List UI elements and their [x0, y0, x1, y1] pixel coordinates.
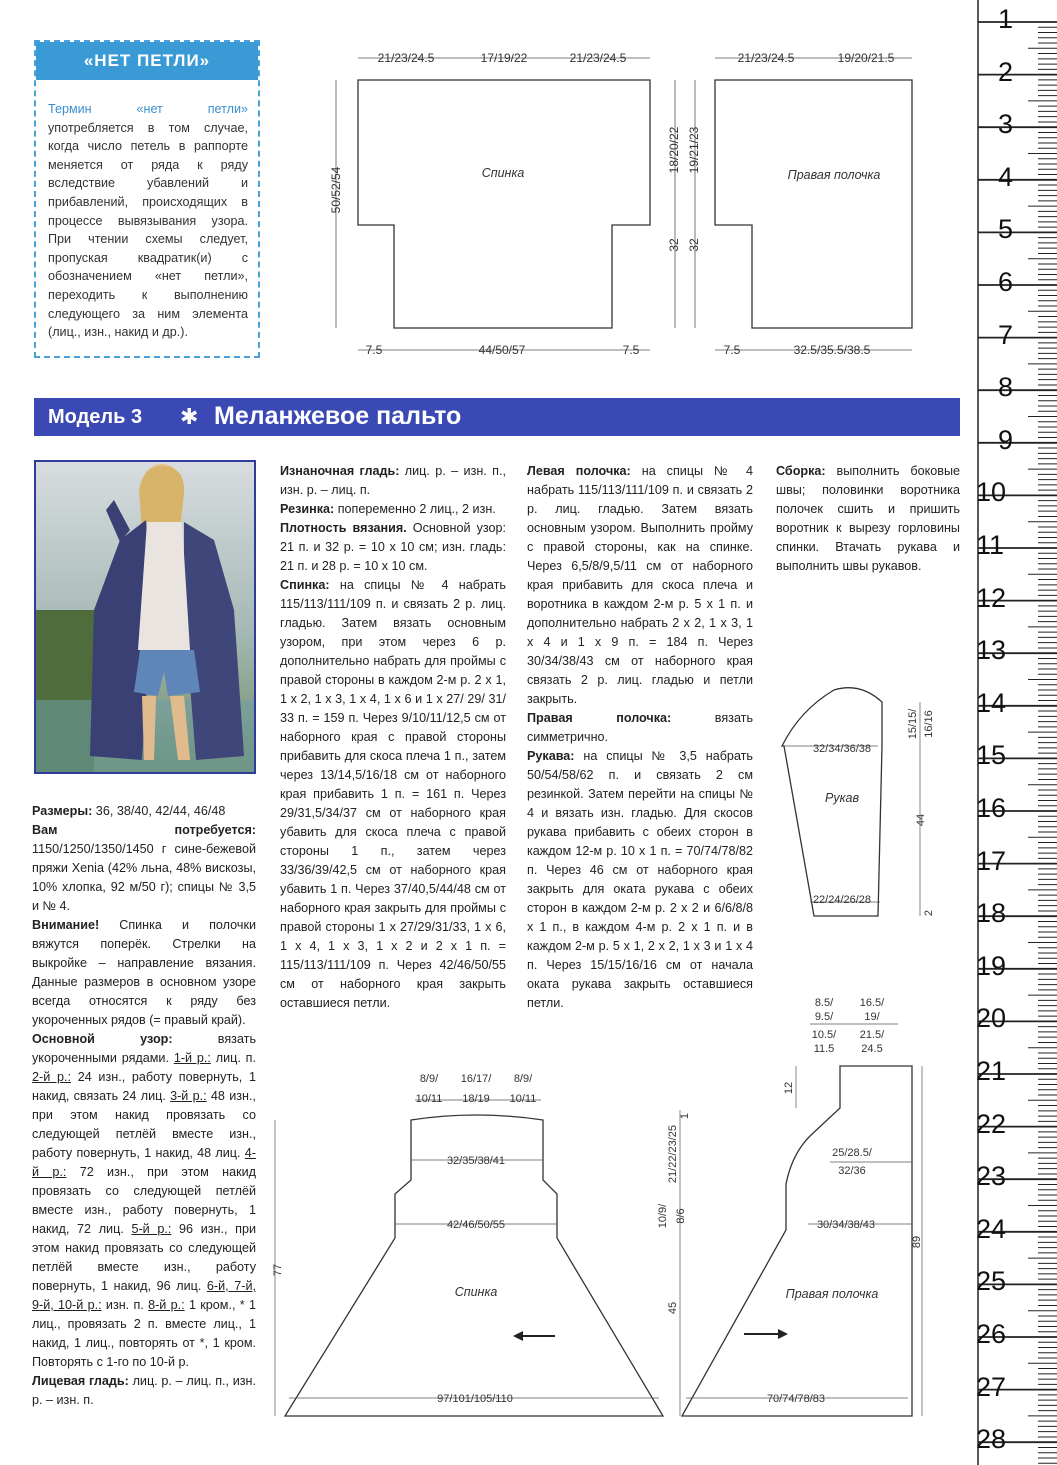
sleeve-length: 44: [915, 813, 927, 827]
back-top-dim-3: 21/23/24.5: [569, 51, 627, 65]
info-box: [34, 40, 260, 358]
top-schematic: [300, 40, 960, 370]
ruler-number: 1: [998, 4, 1014, 34]
ruler-number: 24: [976, 1213, 1007, 1244]
front-coat-outline: [682, 1066, 912, 1416]
attention-label: Внимание!: [32, 918, 100, 932]
ruler-number: 20: [976, 1003, 1007, 1034]
front-top-dim-1: 21/23/24.5: [737, 51, 795, 65]
column-4: [776, 462, 960, 576]
back-piece-outline: [358, 80, 650, 328]
back-lower-dim: 32: [667, 238, 681, 252]
back-coat-shoulder-width: 32/35/38/41: [446, 1155, 506, 1167]
ruler-number: 27: [976, 1371, 1007, 1402]
pattern-text: 1 кром., * 1 лиц., провязать 2 п. вместе лиц., 1 накид, 1 лиц., повторять от *, 1 кром. Повторять с 1-го по 10-й р.: [32, 1298, 256, 1369]
sleeve-label: Рукав: [825, 791, 859, 805]
right-front-paragraph: [527, 709, 753, 747]
ruler-number: 8: [998, 372, 1014, 403]
ruler-number: 12: [976, 582, 1007, 613]
ruler-number: 28: [976, 1424, 1007, 1455]
info-box-text: [48, 100, 248, 342]
back-coat-top-a-2: 16/17/: [460, 1073, 492, 1085]
left-front-label: Левая полочка:: [527, 464, 631, 478]
ruler-number: 9: [998, 424, 1014, 455]
front-coat-top-d-1: 11.5: [813, 1043, 835, 1055]
pattern-text: лиц. п.: [210, 1051, 256, 1065]
front-coat-left-mid-a: 10/9/: [657, 1203, 669, 1229]
back-armhole-dim: 18/20/22: [667, 126, 681, 174]
sleeve-cap-height-b: 16/16: [923, 710, 935, 738]
ruler-number: 26: [976, 1319, 1007, 1349]
column-1: [32, 802, 256, 1410]
pattern-text: 72 изн., при этом накид провязать со следующей петлёй вместе изн., работу повернуть, 1 накид, 72 лиц.: [32, 1165, 256, 1236]
row-label: 1-й р.:: [173, 1051, 211, 1065]
back-coat-bottom-width: 97/101/105/110: [437, 1393, 513, 1405]
front-coat-schematic: [650, 990, 940, 1430]
front-bottom-mid-dim: 32.5/35.5/38.5: [793, 343, 871, 357]
front-coat-height: 89: [911, 1235, 923, 1249]
sleeve-cuff: 2: [923, 909, 935, 917]
ruler-number: 16: [976, 793, 1007, 823]
reverse-label: Изнаночная гладь:: [280, 464, 400, 478]
pattern-label: Основной узор:: [32, 1032, 173, 1046]
front-coat-left-mid-b: 8/6: [675, 1208, 687, 1224]
front-lower-dim: 32: [687, 238, 701, 252]
back-coat-top-a-3: 8/9/: [513, 1073, 533, 1085]
sleeves-text: на спицы № 3,5 набрать 50/54/58/62 п. и связать 2 см резинкой. Затем перейти на спицы № 4 и вязать изн. гладью. Для скосов рукава прибавить с обеих сторон в каждом 12-м р. 10 х 1 п. = 70/74/78/82 п. Через 46 см от наборного края закрыть для оката рукава с обеих сторон в каждом 2-м р. 2 х 2 и 6/6/8/8 х 1 п., в каждом 4-м р. 2 х 1 п. и в каждом 2-м р. 5 х 1, 2 х 2, 1 х 3 и 1 х 4 п. Через 15/15/16/16 см от начала оката рукава закрыть оставшиеся петли.: [527, 749, 753, 1010]
front-coat-left-top-dim: 21/22/23/25: [667, 1124, 679, 1184]
left-front-text: на спицы № 4 набрать 115/113/111/109 п. и связать 2 р. лиц. гладью. Затем вязать основным узором. Выполнить пройму с правой стороны, как на спинке. Через 6,5/8/9,5/11 см от наборного края прибавить для скоса плеча и воротника в каждом 2-м р. 5 х 1 п. и дополнительно набрать 2 х 2, 1 х 3, 1 х 4 и 1 х 9 п. = 184 п. Через 30/34/38/43 см от наборного края связать 2 р. лиц. гладью и петли закрыть.: [527, 464, 754, 706]
ruler-number: 13: [976, 635, 1007, 666]
ruler-number: 2: [998, 56, 1014, 87]
pattern-text: изн. п.: [101, 1298, 149, 1312]
model-photo: [34, 460, 256, 774]
back-bottom-left-dim: 7.5: [365, 343, 383, 357]
ruler-number: 5: [998, 214, 1014, 245]
gauge-text: Основной узор: 21 п. и 32 р. = 10 х 10 см; изн. гладь: 21 п. и 28 р. = 10 х 10 см.: [280, 521, 507, 573]
ruler-number: 17: [976, 845, 1007, 876]
sizes-paragraph: [32, 802, 256, 821]
ruler-number: 14: [976, 687, 1007, 718]
back-coat-top-a-1: 8/9/: [419, 1073, 439, 1085]
stockinette-paragraph: [32, 1372, 256, 1410]
sizes-label: Размеры:: [32, 804, 93, 818]
row-label: 3-й р.:: [170, 1089, 207, 1103]
back-top-dim-2: 17/19/22: [480, 51, 528, 65]
front-piece-outline: [715, 80, 912, 328]
back-coat-schematic: [265, 1060, 675, 1430]
column-2: [280, 462, 506, 1013]
front-coat-label: Правая полочка: [785, 1287, 879, 1301]
back-coat-armhole-width: 42/46/50/55: [446, 1219, 506, 1231]
info-box-term: Термин «нет петли»: [48, 102, 248, 116]
gauge-label: Плотность вязания.: [280, 521, 407, 535]
model-banner: [34, 398, 960, 436]
assembly-label: Сборка:: [776, 464, 826, 478]
front-armhole-dim: 19/21/23: [687, 126, 701, 174]
sleeves-paragraph: [527, 747, 753, 1013]
ruler-number: 6: [998, 267, 1014, 297]
ruler-number: 10: [976, 477, 1007, 508]
row-label: 6-й, 7-й, 9-й, 10-й р.:: [32, 1279, 256, 1312]
front-top-dim-2: 19/20/21.5: [837, 51, 895, 65]
right-front-text: вязать симметрично.: [527, 711, 754, 744]
pattern-text: вязать укороченными рядами.: [32, 1032, 257, 1065]
ruler-number: 7: [998, 319, 1014, 350]
ruler-number: 21: [976, 1056, 1007, 1086]
ruler-number: 19: [976, 950, 1007, 981]
knitting-direction-arrow-left: [513, 1331, 555, 1341]
assembly-paragraph: [776, 462, 960, 576]
front-bottom-left-dim: 7.5: [723, 343, 741, 357]
row-label: 2-й р.:: [32, 1070, 71, 1084]
assembly-text: выполнить боковые швы; половинки воротника полочек сшить и пришить воротник к вырезу горловины спинки. Втачать рукава и выполнить швы рукавов.: [776, 464, 960, 573]
materials-paragraph: [32, 821, 256, 916]
front-piece-label: Правая полочка: [787, 168, 881, 182]
rib-label: Резинка:: [280, 502, 335, 516]
model-title: Меланжевое пальто: [214, 402, 462, 430]
stockinette-text: лиц. р. – лиц. п., изн. р. – изн. п.: [32, 1374, 256, 1407]
right-front-label: Правая полочка:: [527, 711, 672, 725]
front-coat-top-b-2: 19/: [864, 1011, 880, 1023]
row-label: 4-й р.:: [32, 1146, 256, 1179]
reverse-text: лиц. р. – изн. п., изн. р. – лиц. п.: [280, 464, 506, 497]
row-label: 5-й р.:: [131, 1222, 172, 1236]
front-coat-chest-width: 30/34/38/43: [816, 1219, 876, 1231]
sleeve-schematic: [770, 680, 950, 925]
star-icon: ✱: [180, 404, 199, 429]
attention-paragraph: [32, 916, 256, 1030]
pattern-text: 24 изн., работу повернуть, 1 накид, связать 24 лиц.: [32, 1070, 256, 1103]
materials-text: 1150/1250/1350/1450 г сине-бежевой пряжи Xenia (42% льна, 48% вискозы, 10% хлопка, 92 м/50 г); спицы № 3,5 и № 4.: [32, 842, 256, 913]
back-coat-top-b-3: 10/11: [509, 1093, 537, 1105]
back-piece-label: Спинка: [481, 166, 525, 180]
stockinette-label: Лицевая гладь:: [32, 1374, 129, 1388]
left-front-paragraph: [527, 462, 753, 709]
model-number: Модель 3: [48, 406, 143, 428]
back-bottom-mid-dim: 44/50/57: [478, 343, 526, 357]
front-coat-top-d-2: 24.5: [861, 1043, 883, 1055]
front-coat-dim-b: 32/36: [838, 1165, 866, 1177]
row-label: 8-й р.:: [148, 1298, 185, 1312]
front-coat-collar-height: 12: [783, 1081, 795, 1095]
info-box-title: «НЕТ ПЕТЛИ»: [36, 42, 258, 80]
front-coat-bottom-width: 70/74/78/83: [766, 1393, 826, 1405]
front-coat-top-a-2: 16.5/: [859, 997, 885, 1009]
ruler-number: 3: [998, 109, 1014, 140]
reverse-paragraph: [280, 462, 506, 500]
ruler: [968, 0, 1057, 1465]
back-height-dim: 50/52/54: [329, 166, 343, 214]
front-coat-left-low: 45: [667, 1301, 679, 1315]
front-coat-dim-a: 25/28.5/: [832, 1147, 872, 1159]
knitting-direction-arrow-right: [744, 1329, 788, 1339]
front-coat-top-c-1: 10.5/: [811, 1029, 837, 1041]
ruler-number: 4: [998, 161, 1014, 192]
rib-text: попеременно 2 лиц., 2 изн.: [334, 502, 496, 516]
ruler-number: 23: [976, 1161, 1007, 1192]
ruler-number: 22: [976, 1108, 1007, 1139]
front-coat-top-b-1: 9.5/: [814, 1011, 834, 1023]
back-bottom-right-dim: 7.5: [622, 343, 640, 357]
ruler-number: 11: [976, 530, 1005, 560]
ruler-number: 18: [976, 898, 1007, 929]
back-paragraph: [280, 576, 506, 1013]
back-top-dim-1: 21/23/24.5: [377, 51, 435, 65]
gauge-paragraph: [280, 519, 506, 576]
back-label: Спинка:: [280, 578, 330, 592]
sleeve-top-width: 32/34/36/38: [812, 743, 872, 755]
materials-label: Вам потребуется:: [32, 823, 256, 837]
back-coat-height: 77: [272, 1263, 284, 1277]
sleeves-label: Рукава:: [527, 749, 575, 763]
front-coat-left-one: 1: [679, 1112, 691, 1120]
info-box-body: употребляется в том случае, когда число петель в раппорте меняется от ряда к ряду вследствие убавлений и прибавлений, происходящих в процессе вывязывания узора. При чтении схемы следует, пропуская квадратик(и) с обозначением «нет петли», переходить к выполнению следующего за ним элемента (лиц., изн., накид и др.).: [48, 120, 248, 340]
pattern-text: 96 изн., при этом накид провязать со следующей петлёй вместе изн., работу повернуть, 1 накид, 96 лиц.: [32, 1222, 257, 1293]
pattern-text: 48 изн., при этом накид провязать со следующей петлёй вместе изн., работу повернуть, 1 накид, 48 лиц.: [32, 1089, 256, 1160]
ruler-number: 25: [976, 1266, 1007, 1297]
rib-paragraph: [280, 500, 506, 519]
pattern-paragraph: [32, 1030, 256, 1372]
back-coat-label: Спинка: [454, 1285, 498, 1299]
sleeve-cap-height-a: 15/15/: [907, 708, 919, 740]
ruler-number: 15: [976, 740, 1007, 771]
sleeve-bottom-width: 22/24/26/28: [812, 894, 872, 906]
back-coat-top-b-1: 10/11: [415, 1093, 443, 1105]
sizes-text: 36, 38/40, 42/44, 46/48: [92, 804, 226, 818]
back-text: на спицы № 4 набрать 115/113/111/109 п. и связать 2 р. лиц. гладью. Затем вязать основным узором, при этом через 6 р. дополнительно набрать для проймы с правой стороны в каждом 2-м р. 2 х 1, 1 х 2, 1 х 3, 1 х 4, 1 х 6 и 1 х 27/ 29/ 31/ 33 п. = 159 п. Через 9/10/11/12,5 см от наборного края с правой стороны прибавить для скоса плеча 1 п., затем через 13/14,5/16/18 см от наборного края прибавить 1 п. = 161 п. Через 29/31,5/34/37 см от наборного края убавить для скоса плеча с правой стороны 1 п., затем через 33/36/39/42,5 см от наборного края убавить 1 п. Через 37/40,5/44/48 см от наборного края закрыть для проймы с правой стороны 1 х 27/29/31/33, 1 х 6, 1 х 4, 1 х 3, 1 х 2 и 2 х 1 п. = 115/113/111/109 п. Через 42/46/50/55 см от наборного края закрыть оставшиеся петли.: [280, 578, 506, 1010]
back-coat-top-b-2: 18/19: [462, 1093, 490, 1105]
attention-text: Спинка и полочки вяжутся поперёк. Стрелки на выкройке – направление вязания. Данные размеров в основном узоре всегда относятся к ряду без укороченных рядов (= правый край).: [32, 918, 256, 1027]
front-coat-top-a-1: 8.5/: [814, 997, 834, 1009]
front-coat-top-c-2: 21.5/: [859, 1029, 885, 1041]
column-3: [527, 462, 753, 1013]
